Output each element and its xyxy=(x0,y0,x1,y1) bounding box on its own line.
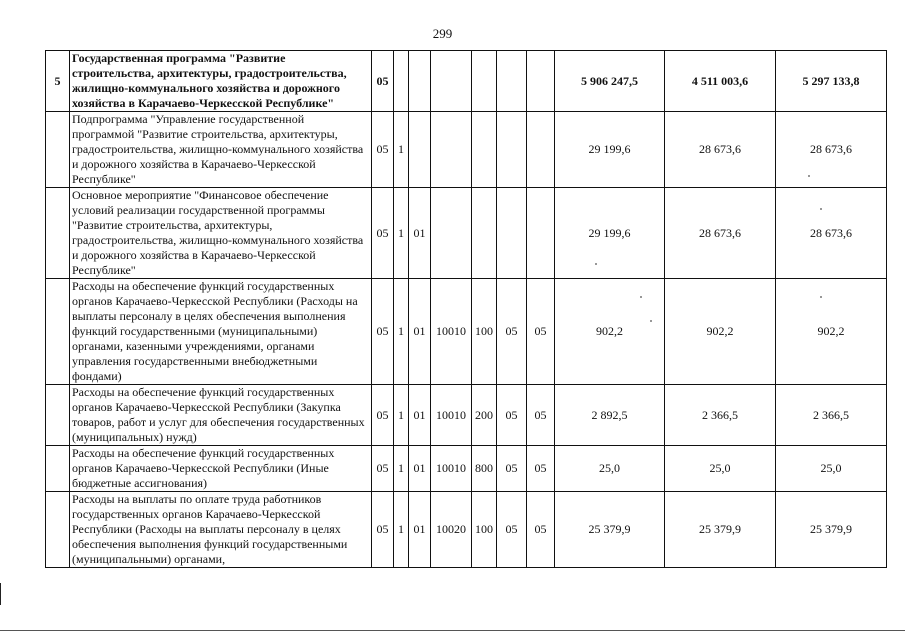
row-number xyxy=(46,188,70,279)
scan-speck xyxy=(820,208,822,210)
code-subsection xyxy=(527,51,555,112)
code-program: 05 xyxy=(372,279,394,385)
code-subprogram: 1 xyxy=(394,112,409,188)
amount-year-3: 28 673,6 xyxy=(776,188,887,279)
amount-year-1: 902,2 xyxy=(555,279,665,385)
code-subsection: 05 xyxy=(527,385,555,446)
code-activity xyxy=(409,112,431,188)
row-name: Расходы на выплаты по оплате труда работников государственных органов Карачаево-Черкесской Республики (Расходы на выплаты персоналу в целях обеспечения выполнения функций государственными (муниципальными) органами, xyxy=(70,492,372,568)
amount-year-3: 902,2 xyxy=(776,279,887,385)
scan-bottom-line xyxy=(0,630,905,631)
code-direction: 10010 xyxy=(431,279,472,385)
table-row xyxy=(46,492,887,568)
code-program: 05 xyxy=(372,446,394,492)
row-number xyxy=(46,112,70,188)
code-direction: 10020 xyxy=(431,492,472,568)
code-expense-type: 200 xyxy=(472,385,497,446)
code-expense-type xyxy=(472,112,497,188)
amount-year-3: 28 673,6 xyxy=(776,112,887,188)
amount-year-1: 29 199,6 xyxy=(555,112,665,188)
code-section: 05 xyxy=(497,446,527,492)
scan-speck xyxy=(650,320,652,322)
code-section: 05 xyxy=(497,279,527,385)
code-section: 05 xyxy=(497,492,527,568)
table-row xyxy=(46,188,887,279)
code-program: 05 xyxy=(372,188,394,279)
code-section xyxy=(497,112,527,188)
code-subsection xyxy=(527,112,555,188)
amount-year-1: 5 906 247,5 xyxy=(555,51,665,112)
table-row xyxy=(46,385,887,446)
amount-year-3: 5 297 133,8 xyxy=(776,51,887,112)
code-subprogram: 1 xyxy=(394,385,409,446)
code-section: 05 xyxy=(497,385,527,446)
amount-year-2: 28 673,6 xyxy=(665,112,776,188)
amount-year-2: 25 379,9 xyxy=(665,492,776,568)
code-program: 05 xyxy=(372,492,394,568)
code-activity: 01 xyxy=(409,385,431,446)
scan-edge-mark xyxy=(0,583,1,605)
code-activity: 01 xyxy=(409,279,431,385)
code-subprogram: 1 xyxy=(394,446,409,492)
table-row xyxy=(46,51,887,112)
row-number: 5 xyxy=(46,51,70,112)
row-number xyxy=(46,385,70,446)
row-name: Расходы на обеспечение функций государственных органов Карачаево-Черкесской Республики (Иные бюджетные ассигнования) xyxy=(70,446,372,492)
amount-year-2: 902,2 xyxy=(665,279,776,385)
code-section xyxy=(497,188,527,279)
code-activity: 01 xyxy=(409,492,431,568)
table-row xyxy=(46,279,887,385)
row-name: Основное мероприятие "Финансовое обеспечение условий реализации государственной программы "Развитие строительства, архитектуры, градостроительства, жилищно-коммунального хозяйства и дорожного хозяйства в Карачаево-Черкесской Республике" xyxy=(70,188,372,279)
code-expense-type: 100 xyxy=(472,279,497,385)
code-activity: 01 xyxy=(409,188,431,279)
row-name: Подпрограмма "Управление государственной программой "Развитие строительства, архитектуры, градостроительства, жилищно-коммунального хозяйства и дорожного хозяйства в Карачаево-Черкесской Республике" xyxy=(70,112,372,188)
amount-year-1: 29 199,6 xyxy=(555,188,665,279)
amount-year-1: 25,0 xyxy=(555,446,665,492)
scan-speck xyxy=(640,296,642,298)
code-subprogram: 1 xyxy=(394,188,409,279)
budget-table xyxy=(45,50,887,568)
code-direction: 10010 xyxy=(431,385,472,446)
code-section xyxy=(497,51,527,112)
code-program: 05 xyxy=(372,51,394,112)
scan-speck xyxy=(595,263,597,265)
row-number xyxy=(46,446,70,492)
code-activity xyxy=(409,51,431,112)
code-subprogram: 1 xyxy=(394,279,409,385)
code-direction xyxy=(431,188,472,279)
code-program: 05 xyxy=(372,112,394,188)
code-expense-type xyxy=(472,51,497,112)
code-direction xyxy=(431,51,472,112)
page-number: 299 xyxy=(432,26,453,41)
amount-year-2: 2 366,5 xyxy=(665,385,776,446)
row-name: Расходы на обеспечение функций государственных органов Карачаево-Черкесской Республики (Закупка товаров, работ и услуг для обеспечения государственных (муниципальных) нужд) xyxy=(70,385,372,446)
code-subsection: 05 xyxy=(527,446,555,492)
code-direction: 10010 xyxy=(431,446,472,492)
row-name: Расходы на обеспечение функций государственных органов Карачаево-Черкесской Республики (Расходы на выплаты персоналу в целях обеспечения выполнения функций государственными (муниципальными) органами, казенными учреждениями, органами управления государственными внебюджетными фондами) xyxy=(70,279,372,385)
code-activity: 01 xyxy=(409,446,431,492)
row-number xyxy=(46,279,70,385)
code-expense-type xyxy=(472,188,497,279)
amount-year-3: 25,0 xyxy=(776,446,887,492)
code-expense-type: 800 xyxy=(472,446,497,492)
code-subprogram xyxy=(394,51,409,112)
code-program: 05 xyxy=(372,385,394,446)
amount-year-1: 2 892,5 xyxy=(555,385,665,446)
table-row xyxy=(46,112,887,188)
amount-year-2: 4 511 003,6 xyxy=(665,51,776,112)
table-row xyxy=(46,446,887,492)
scan-speck xyxy=(808,175,810,177)
code-subprogram: 1 xyxy=(394,492,409,568)
code-direction xyxy=(431,112,472,188)
amount-year-2: 25,0 xyxy=(665,446,776,492)
amount-year-3: 2 366,5 xyxy=(776,385,887,446)
code-subsection: 05 xyxy=(527,492,555,568)
row-name: Государственная программа "Развитие строительства, архитектуры, градостроительства, жилищно-коммунального хозяйства и дорожного хозяйства в Карачаево-Черкесской Республике" xyxy=(70,51,372,112)
scan-speck xyxy=(820,296,822,298)
amount-year-2: 28 673,6 xyxy=(665,188,776,279)
amount-year-3: 25 379,9 xyxy=(776,492,887,568)
code-expense-type: 100 xyxy=(472,492,497,568)
code-subsection xyxy=(527,188,555,279)
amount-year-1: 25 379,9 xyxy=(555,492,665,568)
code-subsection: 05 xyxy=(527,279,555,385)
row-number xyxy=(46,492,70,568)
